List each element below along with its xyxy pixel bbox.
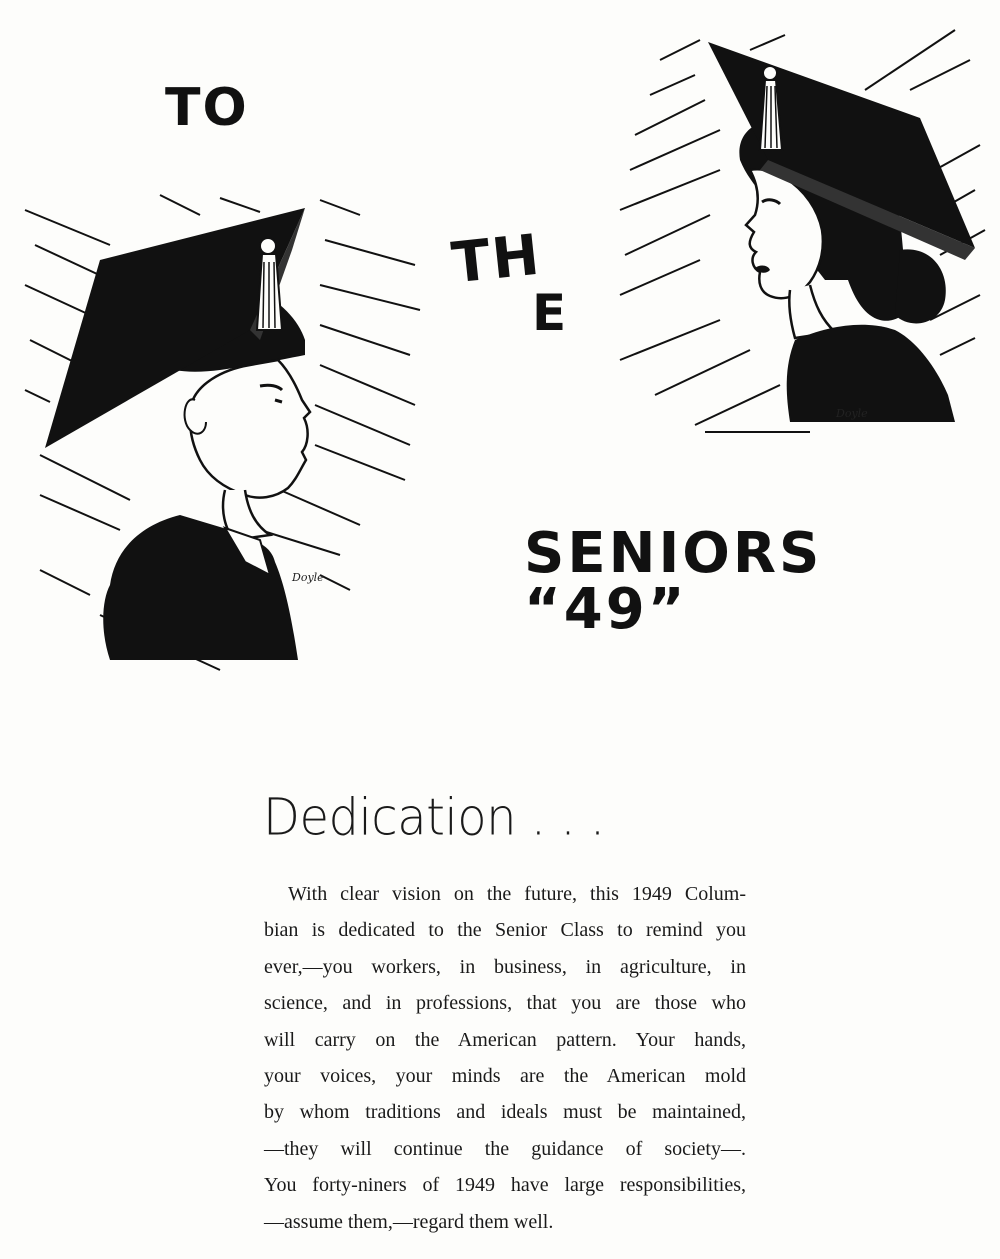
headline-seniors-49: SENIORS “49”	[524, 521, 823, 642]
dedication-title: Dedication . . .	[263, 788, 605, 848]
girl-figure	[708, 42, 975, 422]
dedication-line: science, and in professions, that you are those who	[264, 992, 746, 1015]
boy-graduate-illustration	[20, 190, 440, 690]
dedication-line: bian is dedicated to the Senior Class to remind you	[264, 919, 746, 942]
dedication-paragraph	[264, 876, 746, 1240]
dedication-line: —assume them,—regard them well.	[264, 1210, 554, 1233]
headline-e: E	[532, 284, 569, 342]
dedication-line: your voices, your minds are the American mold	[264, 1064, 746, 1087]
boy-illustration-signature: Doyle	[292, 571, 324, 584]
dedication-line: You forty-niners of 1949 have large responsibilities,	[264, 1174, 746, 1197]
headline-th: TH	[448, 222, 545, 297]
girl-graduate-illustration	[610, 20, 1000, 440]
dedication-line: With clear vision on the future, this 1949 Colum-	[288, 883, 746, 905]
dedication-line: will carry on the American pattern. Your hands,	[264, 1028, 746, 1051]
dedication-line: by whom traditions and ideals must be maintained,	[264, 1101, 746, 1124]
dedication-line: —they will continue the guidance of society—.	[264, 1137, 746, 1160]
girl-illustration-signature: Doyle	[836, 407, 868, 420]
dedication-line: ever,—you workers, in business, in agriculture, in	[264, 955, 746, 978]
headline-to: TO	[165, 78, 249, 138]
